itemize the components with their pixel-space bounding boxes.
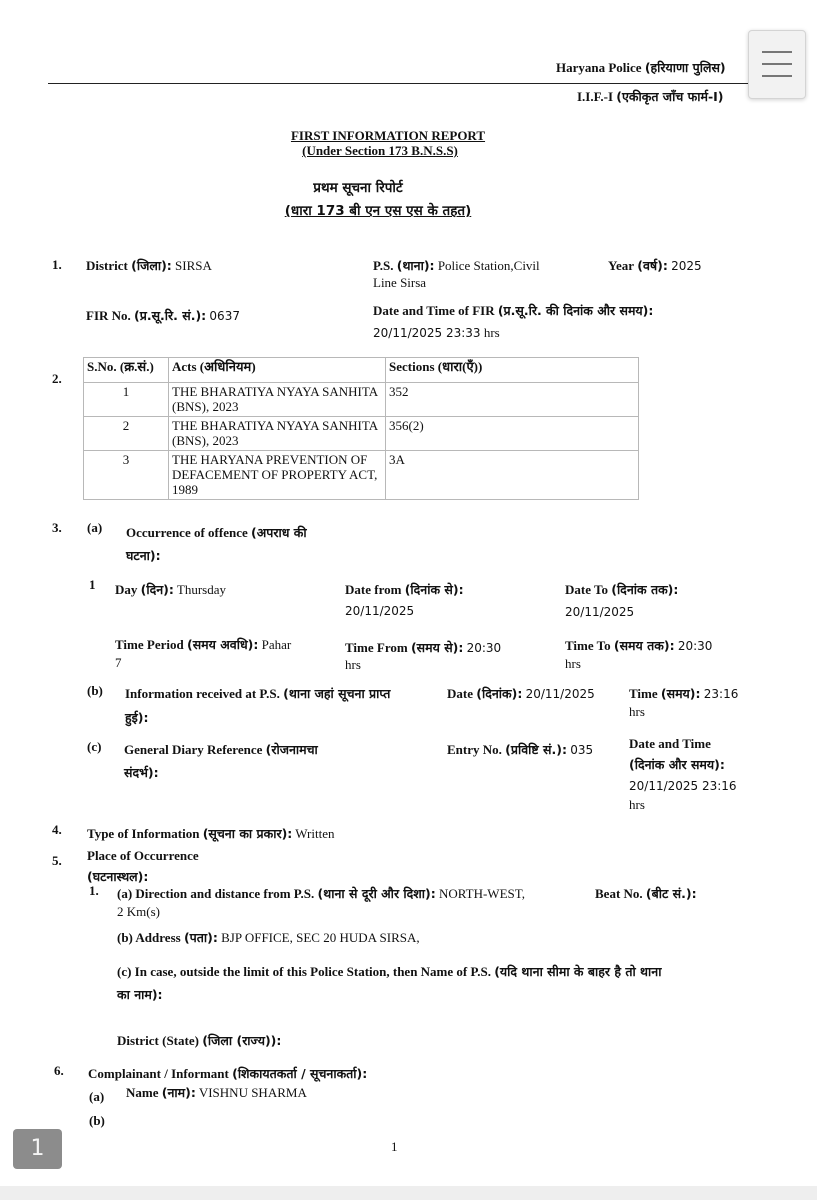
section-2-number: 2. bbox=[52, 371, 62, 386]
fir-datetime-value: 20/11/2025 23:33 hrs bbox=[373, 325, 500, 340]
time-from-unit: hrs bbox=[345, 657, 361, 672]
info-received-label: Information received at P.S. (थाना जहां सूचना प्राप्त bbox=[125, 686, 391, 701]
row-sno: 1 bbox=[84, 383, 169, 417]
title-en-sub: (Under Section 173 B.N.S.S) bbox=[302, 143, 458, 158]
date-from-label: Date from (दिनांक से): bbox=[345, 582, 464, 597]
gd-datetime-label-hi: (दिनांक और समय): bbox=[629, 757, 725, 772]
section-3b-marker: (b) bbox=[87, 683, 103, 698]
occurrence-label: Occurrence of offence (अपराध की bbox=[126, 525, 307, 540]
gd-datetime-value: 20/11/2025 23:16 bbox=[629, 779, 737, 793]
section-6b-marker: (b) bbox=[89, 1113, 105, 1128]
header-divider bbox=[48, 83, 748, 84]
table-row bbox=[84, 451, 639, 500]
menu-icon bbox=[762, 51, 792, 53]
district-state-field: District (State) (जिला (राज्य)): bbox=[117, 1033, 282, 1048]
viewer-bottom-strip bbox=[0, 1186, 817, 1200]
police-station-value: Line Sirsa bbox=[373, 275, 427, 290]
info-type-field: Type of Information (सूचना का प्रकार): Written bbox=[87, 826, 335, 841]
police-station-label: P.S. (थाना): Police Station,Civil bbox=[373, 258, 540, 273]
occurrence-item-number: 1 bbox=[89, 577, 96, 592]
direction-distance-field: (a) Direction and distance from P.S. (थाना से दूरी और दिशा): NORTH-WEST, bbox=[117, 886, 525, 901]
section-4-number: 4. bbox=[52, 822, 62, 837]
date-to-value: 20/11/2025 bbox=[565, 605, 635, 619]
page-number: 1 bbox=[391, 1139, 398, 1154]
title-en: FIRST INFORMATION REPORT bbox=[290, 128, 486, 143]
row-section: 3A bbox=[386, 451, 639, 500]
row-section: 352 bbox=[386, 383, 639, 417]
row-act: THE HARYANA PREVENTION OF DEFACEMENT OF PROPERTY ACT, 1989 bbox=[169, 451, 386, 500]
section-6a-marker: (a) bbox=[89, 1089, 105, 1104]
row-sno: 3 bbox=[84, 451, 169, 500]
complainant-label: Complainant / Informant (शिकायतकर्ता / सूचनाकर्ता): bbox=[88, 1066, 368, 1081]
acts-table-header bbox=[84, 358, 639, 383]
general-diary-label-cont: संदर्भ): bbox=[124, 765, 159, 780]
page-indicator-badge[interactable]: 1 bbox=[13, 1129, 62, 1169]
time-to-unit: hrs bbox=[565, 656, 581, 671]
beat-number-field: Beat No. (बीट सं.): bbox=[595, 886, 697, 901]
outside-ps-label-cont: का नाम): bbox=[117, 987, 163, 1002]
section-5-number: 5. bbox=[52, 853, 62, 868]
header-org: Haryana Police (हरियाणा पुलिस) bbox=[556, 60, 726, 75]
fir-number-field: FIR No. (प्र.सू.रि. सं.): 0637 bbox=[86, 308, 240, 323]
info-date-field: Date (दिनांक): 20/11/2025 bbox=[447, 686, 595, 701]
section-3-number: 3. bbox=[52, 520, 62, 535]
place-occurrence-label: Place of Occurrence bbox=[87, 848, 199, 863]
row-act: THE BHARATIYA NYAYA SANHITA (BNS), 2023 bbox=[169, 417, 386, 451]
occurrence-label-cont: घटना): bbox=[126, 548, 161, 563]
general-diary-label: General Diary Reference (रोजनामचा bbox=[124, 742, 318, 757]
direction-distance-value: 2 Km(s) bbox=[117, 904, 160, 919]
table-row bbox=[84, 417, 639, 451]
date-from-value: 20/11/2025 bbox=[345, 604, 415, 618]
title-hi: प्रथम सूचना रिपोर्ट bbox=[313, 180, 403, 196]
acts-table bbox=[83, 357, 639, 500]
header-sections: Sections (धारा(एँ)) bbox=[386, 358, 639, 383]
place-item-number: 1. bbox=[89, 883, 99, 898]
menu-icon-bar bbox=[762, 63, 792, 65]
gd-datetime-unit: hrs bbox=[629, 797, 645, 812]
complainant-name-field: Name (नाम): VISHNU SHARMA bbox=[126, 1085, 307, 1100]
table-row bbox=[84, 383, 639, 417]
row-section: 356(2) bbox=[386, 417, 639, 451]
section-1-number: 1. bbox=[52, 257, 62, 272]
place-occurrence-label-hi: (घटनास्थल): bbox=[87, 869, 149, 884]
year-field: Year (वर्ष): 2025 bbox=[608, 258, 702, 273]
time-period-field: Time Period (समय अवधि): Pahar bbox=[115, 637, 292, 652]
title-hi-sub: (धारा 173 बी एन एस एस के तहत) bbox=[284, 203, 472, 219]
info-time-unit: hrs bbox=[629, 704, 645, 719]
section-3c-marker: (c) bbox=[87, 739, 102, 754]
time-to-field: Time To (समय तक): 20:30 bbox=[565, 638, 713, 653]
day-field: Day (दिन): Thursday bbox=[115, 582, 227, 597]
menu-icon-bar bbox=[762, 75, 792, 77]
outside-ps-label: (c) In case, outside the limit of this Police Station, then Name of P.S. (यदि थाना सीमा के बाहर है तो थाना bbox=[117, 964, 662, 979]
header-acts: Acts (अधिनियम) bbox=[169, 358, 386, 383]
address-field: (b) Address (पता): BJP OFFICE, SEC 20 HUDA SIRSA, bbox=[117, 930, 420, 945]
section-3a-marker: (a) bbox=[87, 520, 103, 535]
entry-number-field: Entry No. (प्रविष्टि सं.): 035 bbox=[447, 742, 594, 757]
header-form: I.I.F.-I (एकीकृत जाँच फार्म-I) bbox=[577, 89, 724, 104]
date-to-label: Date To (दिनांक तक): bbox=[565, 582, 679, 597]
header-sno: S.No. (क्र.सं.) bbox=[84, 358, 169, 383]
menu-button[interactable] bbox=[748, 30, 806, 99]
section-6-number: 6. bbox=[54, 1063, 64, 1078]
row-sno: 2 bbox=[84, 417, 169, 451]
fir-datetime-label: Date and Time of FIR (प्र.सू.रि. की दिनांक और समय): bbox=[373, 303, 654, 318]
district-field: District (जिला): SIRSA bbox=[86, 258, 212, 273]
info-time-field: Time (समय): 23:16 bbox=[629, 686, 739, 701]
info-received-label-cont: हुई): bbox=[125, 710, 149, 725]
time-period-value: 7 bbox=[115, 655, 122, 670]
gd-datetime-label: Date and Time bbox=[629, 736, 711, 751]
row-act: THE BHARATIYA NYAYA SANHITA (BNS), 2023 bbox=[169, 383, 386, 417]
time-from-field: Time From (समय से): 20:30 bbox=[345, 640, 502, 655]
